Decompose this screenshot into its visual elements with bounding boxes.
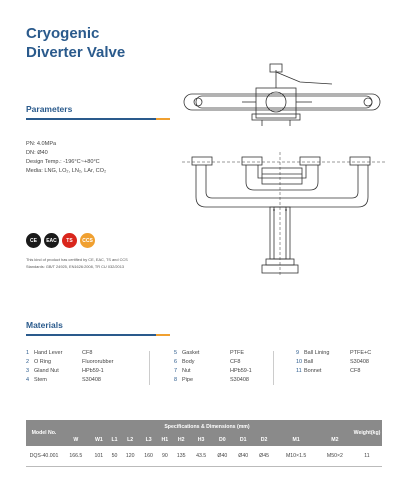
table-cell: 160	[139, 446, 157, 467]
parameters-list	[26, 140, 106, 176]
column-header: W	[62, 433, 90, 446]
table-row	[26, 446, 382, 467]
list-item: 1 Hand Lever CF8	[26, 350, 93, 356]
column-header: W1	[90, 433, 108, 446]
column-header: L1	[108, 433, 121, 446]
column-header: H3	[190, 433, 212, 446]
table-cell: Ø40	[212, 446, 233, 467]
column-header: L2	[121, 433, 139, 446]
table-cell: 90	[158, 446, 172, 467]
materials-heading: Materials	[26, 320, 63, 330]
list-item: 8 Pipe S30408	[174, 377, 249, 383]
list-item: 5 Gasket PTFE	[174, 350, 245, 356]
list-item: 4 Stem S30408	[26, 377, 101, 383]
table-cell: 120	[121, 446, 139, 467]
parameters-rule	[26, 118, 156, 120]
table-cell: M50×2	[318, 446, 352, 467]
ts-mark-icon: TS	[62, 233, 77, 248]
weight-header: Weight(kg)	[352, 420, 382, 446]
title-line-2: Diverter Valve	[26, 44, 126, 61]
table-cell: Ø45	[254, 446, 275, 467]
param-media: Media: LNG, LO₂, LN₂, LAr, CO₂	[26, 168, 107, 174]
table-cell: 101	[90, 446, 108, 467]
page-title	[26, 24, 125, 62]
parameters-heading: Parameters	[26, 104, 73, 114]
column-header: H1	[158, 433, 172, 446]
certification-badges	[26, 233, 95, 249]
column-header: D0	[212, 433, 233, 446]
specifications-table	[26, 420, 382, 467]
column-header: M2	[318, 433, 352, 446]
eac-mark-icon: EAC	[44, 233, 59, 248]
materials-column-2	[174, 349, 252, 385]
column-header: M1	[275, 433, 318, 446]
list-item: 3 Gland Nut HPb59-1	[26, 368, 104, 374]
param-design-temp: Design Temp.: -196°C~+80°C	[26, 159, 100, 165]
list-item: 10 Ball S30408	[296, 359, 369, 365]
ce-mark-icon: CE	[26, 233, 41, 248]
param-pn: PN: 4.0MPa	[26, 141, 57, 147]
table-cell: 43.5	[190, 446, 212, 467]
column-header: D2	[254, 433, 275, 446]
table-cell: 50	[108, 446, 121, 467]
table-cell: 135	[172, 446, 190, 467]
model-header: Model No.	[26, 420, 62, 446]
param-dn: DN: Ø40	[26, 150, 48, 156]
materials-divider	[149, 351, 150, 385]
materials-column-1	[26, 349, 114, 385]
list-item: 2 O Ring Fluororubber	[26, 359, 114, 365]
list-item: 6 Body CF8	[174, 359, 241, 365]
materials-column-3	[296, 349, 371, 376]
table-cell-model: DQS-40.001	[26, 446, 62, 467]
list-item: 9 Ball Lining PTFE+C	[296, 350, 372, 356]
column-header: D1	[233, 433, 254, 446]
ccs-mark-icon: CCS	[80, 233, 95, 248]
title-line-1: Cryogenic	[26, 25, 100, 42]
table-cell: Ø40	[233, 446, 254, 467]
column-header: H2	[172, 433, 190, 446]
column-header: L3	[139, 433, 157, 446]
materials-rule	[26, 334, 156, 336]
list-item: 11 Bonnet CF8	[296, 368, 361, 374]
materials-divider	[273, 351, 274, 385]
table-cell: M10×1.5	[275, 446, 318, 467]
table-cell-weight: 11	[352, 446, 382, 467]
table-cell: 166.5	[62, 446, 90, 467]
valve-technical-drawing	[182, 62, 387, 277]
certification-note: This kind of product has certified by CE, EAC, TS and CCS Standards: GB/T 24925, EN1626:2008, TR CU 032/2013	[26, 257, 128, 269]
specifications-group-header: Specifications & Dimensions (mm)	[62, 420, 352, 433]
list-item: 7 Nut HPb59-1	[174, 368, 252, 374]
